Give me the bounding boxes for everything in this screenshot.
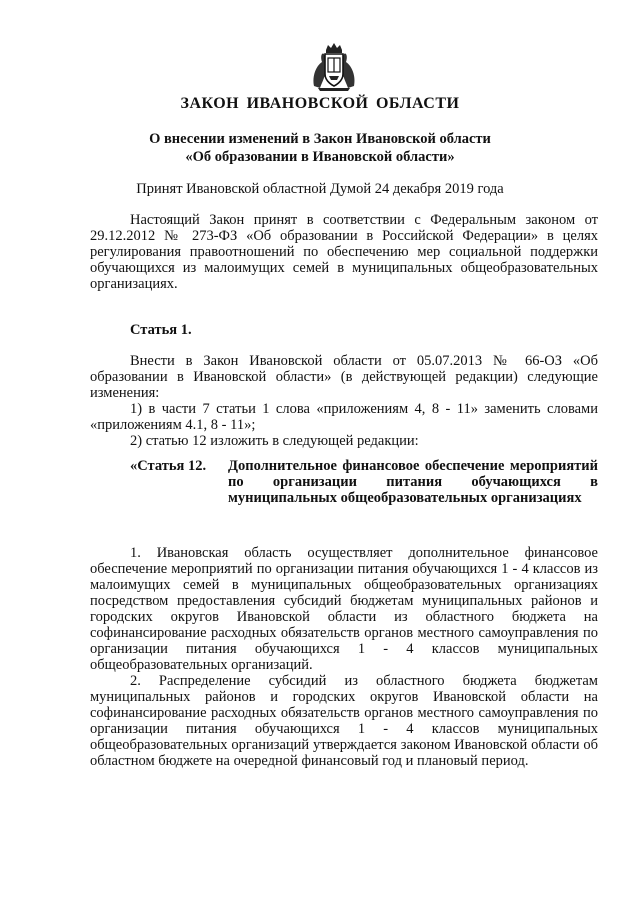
- law-title: ЗАКОН ИВАНОВСКОЙ ОБЛАСТИ: [180, 95, 460, 112]
- article-1-item-2: 2) статью 12 изложить в следующей редакции:: [130, 433, 419, 449]
- preamble-paragraph: Настоящий Закон принят в соответствии с Федеральным законом от 29.12.2012 № 273-ФЗ «Об образовании в Российской Федерации» в целях регулирования правоотношений по обеспечению мер социальной поддержки обучающихся из малоимущих семей в муниципальных общеобразовательных организациях.: [90, 212, 598, 292]
- article-1-intro: Внести в Закон Ивановской области от 05.07.2013 № 66-ОЗ «Об образовании в Ивановской области» (в действующей редакции) следующие изменения:: [90, 353, 598, 401]
- article-12-body: [90, 545, 598, 769]
- article-1-heading: Статья 1.: [130, 322, 192, 338]
- subtitle-line-1: О внесении изменений в Закон Ивановской области: [149, 131, 491, 147]
- article-1-item-1: 1) в части 7 статьи 1 слова «приложениям 4, 8 - 11» заменить словами «приложениям 4.1, 8 - 11»;: [90, 401, 598, 433]
- law-subtitle: [0, 130, 640, 166]
- article-1-body: [90, 353, 598, 449]
- article-12-title: Дополнительное финансовое обеспечение мероприятий по организации питания обучающихся в муниципальных общеобразовательных организациях: [228, 458, 598, 506]
- article-12-label: «Статья 12.: [130, 458, 207, 474]
- preamble-block: [90, 212, 598, 292]
- article-12-paragraph-1: 1. Ивановская область осуществляет дополнительное финансовое обеспечение мероприятий по организации питания обучающихся 1 - 4 классов из малоимущих семей в муниципальных общеобразовательных организациях посредством предоставления субсидий бюджетам муниципальных районов и городских округов Ивановской области из областного бюджета на софинансирование расходных обязательств органов местного самоуправления по организации питания обучающихся 1 - 4 классов муниципальных общеобразовательных организаций.: [90, 545, 598, 673]
- adoption-note: Принят Ивановской областной Думой 24 декабря 2019 года: [136, 181, 504, 197]
- coat-of-arms-icon: [310, 42, 358, 92]
- article-12-paragraph-2: 2. Распределение субсидий из областного бюджета бюджетам муниципальных районов и городских округов Ивановской области на софинансирование расходных обязательств органов местного самоуправления по организации питания обучающихся 1 - 4 классов муниципальных общеобразовательных организаций утверждается законом Ивановской области об областном бюджете на очередной финансовый год и плановый период.: [90, 673, 598, 769]
- subtitle-line-2: «Об образовании в Ивановской области»: [185, 149, 455, 165]
